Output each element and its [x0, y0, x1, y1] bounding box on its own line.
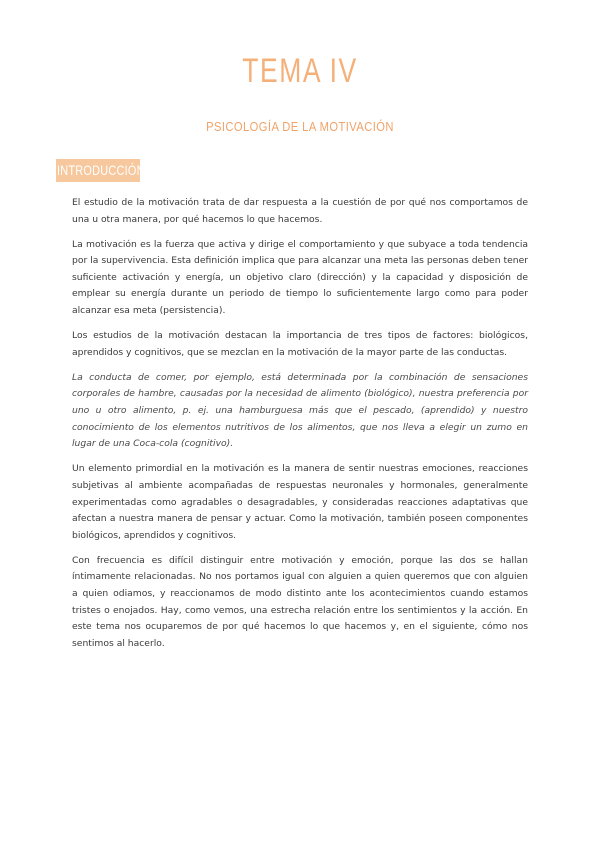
paragraph: Un elemento primordial en la motivación es la manera de sentir nuestras emociones, reacciones subjetivas al ambiente acompañadas de respuestas neuronales y hormonales, generalmente experimentadas como agradables o desagradables, y consideradas reacciones adaptativas que afectan a nuestra manera de pensar y actuar. Como la motivación, también poseen componentes biológicos, aprendidos y cognitivos.: [72, 463, 528, 541]
section-heading: INTRODUCCIÓN: [57, 162, 145, 178]
page-title: TEMA IV: [242, 52, 358, 90]
paragraph: Con frecuencia es difícil distinguir entre motivación y emoción, porque las dos se hallan íntimamente relacionadas. No nos portamos igual con alguien a quien queremos que con alguien a quien odiamos, y reaccionamos de modo distinto ante los acontecimientos cuando estamos tristes o enojados. Hay, como vemos, una estrecha relación entre los sentimientos y la acción. En este tema nos ocuparemos de por qué hacemos lo que hacemos y, en el siguiente, cómo nos sentimos al hacerlo.: [72, 554, 528, 649]
paragraph: El estudio de la motivación trata de dar respuesta a la cuestión de por qué nos comportamos de una u otra manera, por qué hacemos lo que hacemos.: [72, 197, 528, 225]
page-subtitle: PSICOLOGÍA DE LA MOTIVACIÓN: [206, 119, 394, 134]
body-text: [72, 195, 528, 661]
example-paragraph: La conducta de comer, por ejemplo, está determinada por la combinación de sensaciones corporales de hambre, causadas por la necesidad de alimento (biológico), nuestra preferencia por uno u otro alimento, p. ej. una hamburguesa más que el pescado, (aprendido) y nuestro conocimiento de los elementos nutritivos de los alimentos, que nos lleva a elegir un zumo en lugar de una Coca-cola (cognitivo).: [72, 371, 528, 450]
paragraph: La motivación es la fuerza que activa y dirige el comportamiento y que subyace a toda tendencia por la supervivencia. Esta definición implica que para alcanzar una meta las personas deben tener suficiente activación y energía, un objetivo claro (dirección) y la capacidad y disposición de emplear su energía durante un periodo de tiempo lo suficientemente largo como para poder alcanzar esa meta (persistencia).: [72, 238, 528, 317]
paragraph: Los estudios de la motivación destacan la importancia de tres tipos de factores: biológicos, aprendidos y cognitivos, que se mezclan en la motivación de la mayor parte de las conductas.: [72, 330, 528, 358]
